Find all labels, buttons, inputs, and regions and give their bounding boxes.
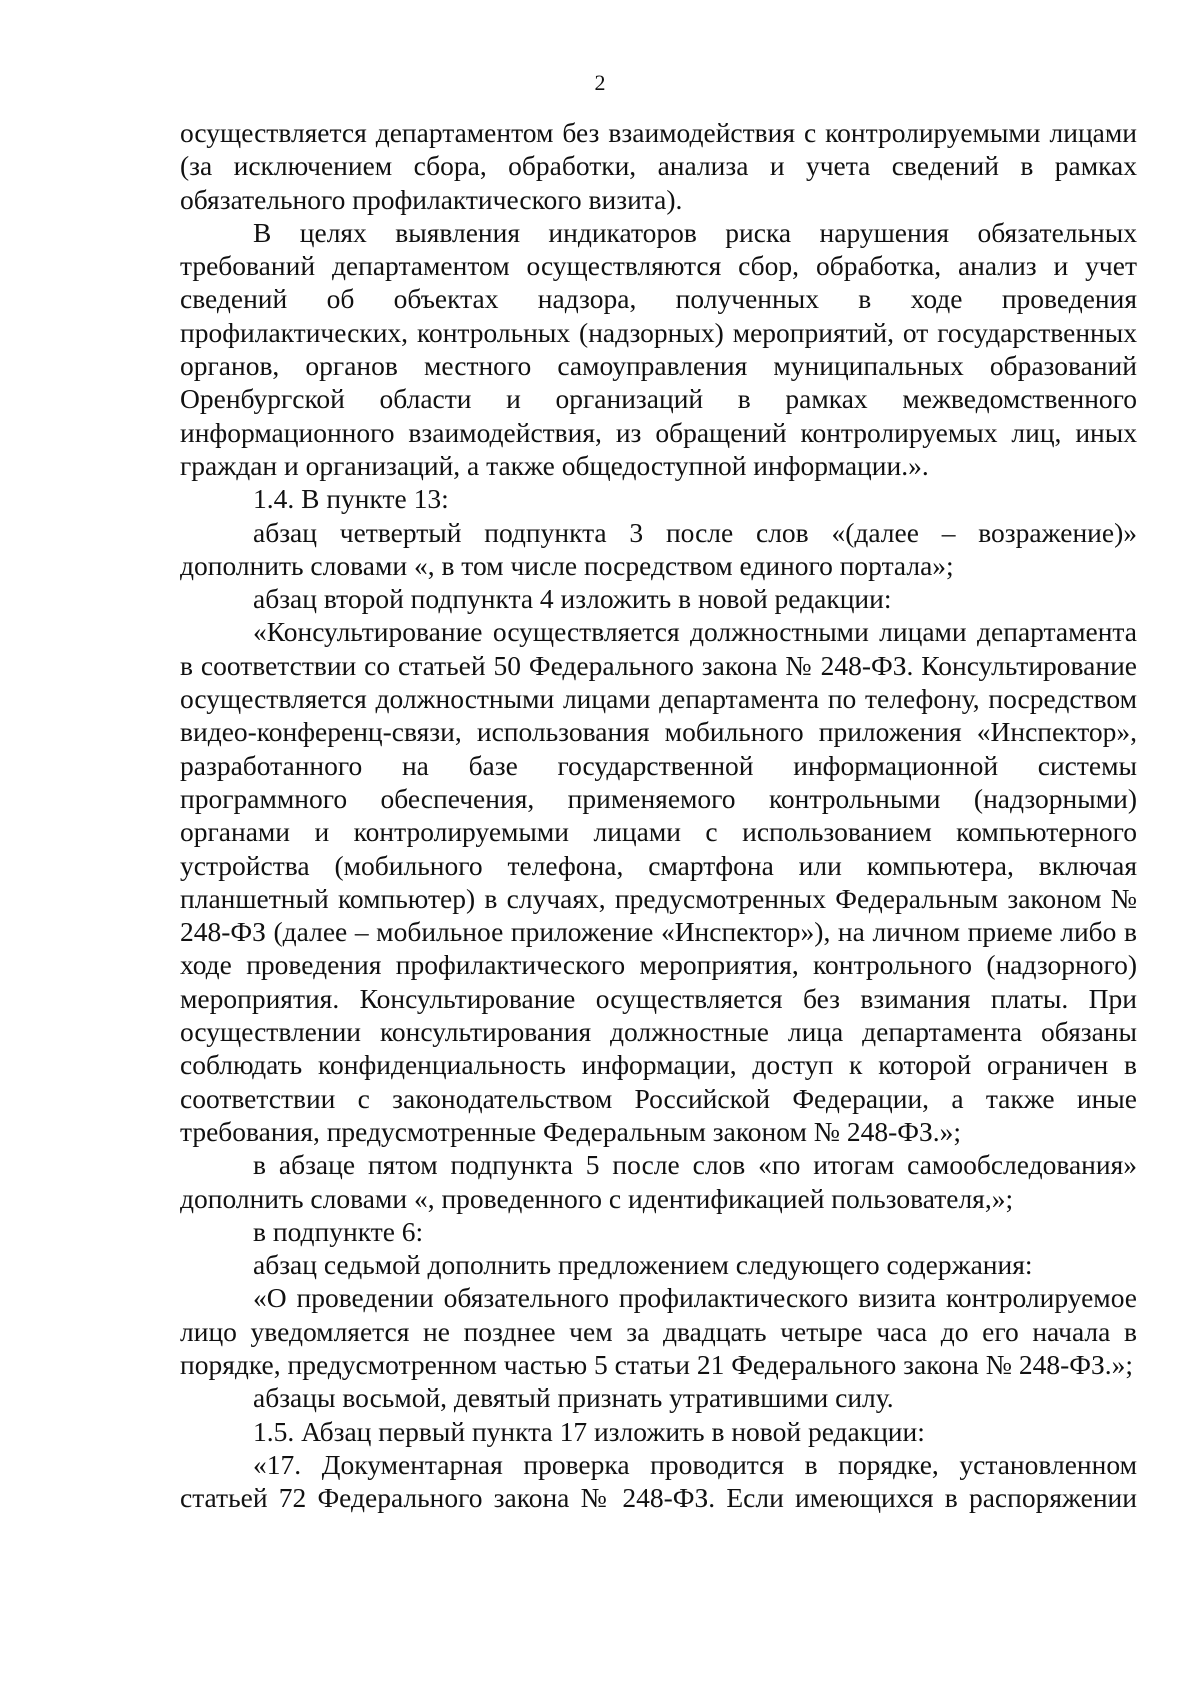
paragraph: 1.5. Абзац первый пункта 17 изложить в новой редакции: [253,1415,925,1447]
paragraph: абзац четвертый подпункта 3 после слов «(далее – возражение)» дополнить словами «, в том числе посредством единого портала»; [180,516,1137,581]
paragraph: «Консультирование осуществляется должностными лицами департамента в соответствии со статьей 50 Федерального закона № 248-ФЗ. Консультирование осуществляется должностными лицами департамента по телефону, посредством видео-конференц-связи, использования мобильного приложения «Инспектор», разработанного на базе государственной информационной системы программного обеспечения, применяемого контрольными (надзорными) органами и контролируемыми лицами с использованием компьютерного устройства (мобильного телефона, смартфона или компьютера, включая планшетный компьютер) в случаях, предусмотренных Федеральным законом № 248-ФЗ (далее – мобильное приложение «Инспектор»), на личном приеме либо в ходе проведения профилактического мероприятия, контрольного (надзорного) мероприятия. Консультирование осуществляется без взимания платы. При осуществлении консультирования должностные лица департамента обязаны соблюдать конфиденциальность информации, доступ к которой ограничен в соответствии с законодательством Российской Федерации, а также иные требования, предусмотренные Федеральным законом № 248-ФЗ.»; [180,616,1137,1147]
paragraph: «О проведении обязательного профилактического визита контролируемое лицо уведомляется не позднее чем за двадцать четыре часа до его начала в порядке, предусмотренном частью 5 статьи 21 Федерального закона № 248-ФЗ.»; [180,1282,1137,1380]
paragraph: абзацы восьмой, девятый признать утратившими силу. [253,1382,894,1414]
paragraph: в абзаце пятом подпункта 5 после слов «по итогам самообследования» дополнить словами «, проведенного с идентификацией пользователя,»; [180,1149,1137,1214]
page-number: 2 [594,70,606,95]
paragraph: В целях выявления индикаторов риска нарушения обязательных требований департаментом осуществляются сбор, обработка, анализ и учет сведений об объектах надзора, полученных в ходе проведения профилактических, контрольных (надзорных) мероприятий, от государственных органов, органов местного самоуправления муниципальных образований Оренбургской области и организаций в рамках межведомственного информационного взаимодействия, из обращений контролируемых лиц, иных граждан и организаций, а также общедоступной информации.». [180,216,1137,481]
paragraph: абзац седьмой дополнить предложением следующего содержания: [253,1249,1033,1281]
paragraph: «17. Документарная проверка проводится в порядке, установленном статьей 72 Федерального закона № 248-ФЗ. Если имеющихся в распоряжении [180,1448,1137,1514]
document-body [180,116,1137,1514]
paragraph: абзац второй подпункта 4 изложить в новой редакции: [253,583,892,615]
paragraph: осуществляется департаментом без взаимодействия с контролируемыми лицами (за исключением сбора, обработки, анализа и учета сведений в рамках обязательного профилактического визита). [180,117,1137,215]
paragraph: в подпункте 6: [253,1215,424,1247]
paragraph: 1.4. В пункте 13: [253,483,449,515]
